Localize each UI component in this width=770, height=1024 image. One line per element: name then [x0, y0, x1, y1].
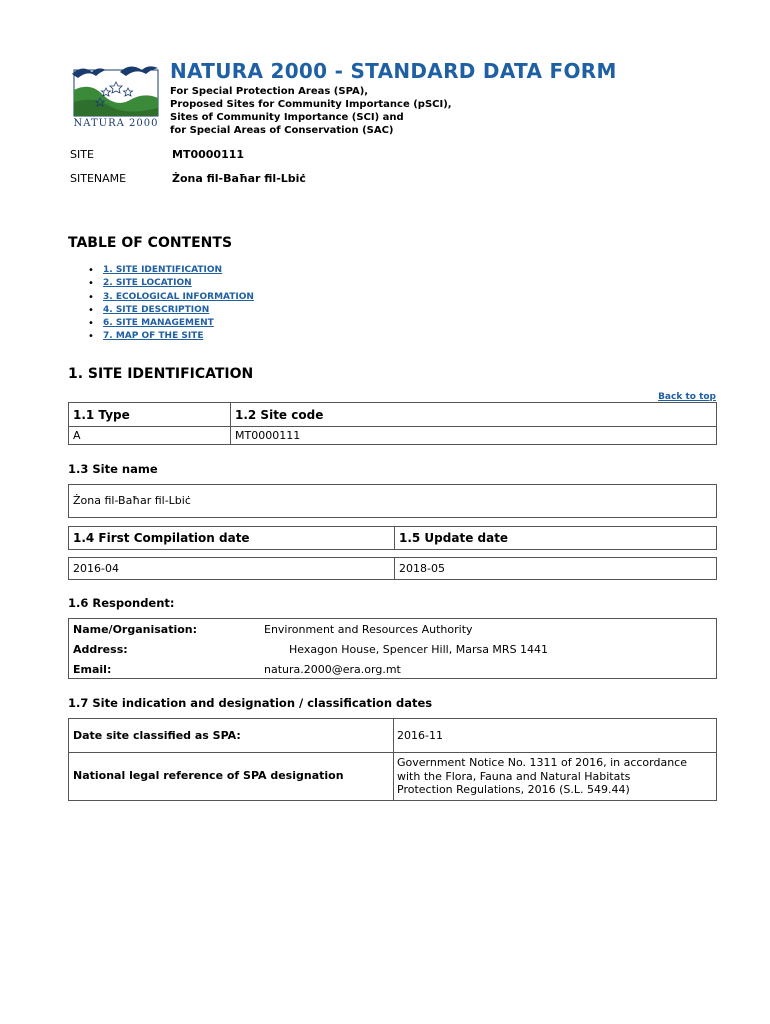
email-value: natura.2000@era.org.mt [264, 663, 401, 676]
org-value: Environment and Resources Authority [264, 623, 473, 636]
site-code-label: 1.2 Site code [235, 408, 324, 422]
toc-link-ecological-information[interactable]: 3. ECOLOGICAL INFORMATION [103, 291, 254, 302]
site-label: SITE [70, 148, 94, 161]
natura-2000-logo [70, 60, 162, 132]
spa-reference-label: National legal reference of SPA designation [73, 769, 344, 782]
spa-date-label: Date site classified as SPA: [73, 729, 241, 742]
toc-heading: TABLE OF CONTENTS [68, 235, 233, 251]
type-value: A [73, 429, 81, 442]
toc-link-map-of-site[interactable]: 7. MAP OF THE SITE [103, 331, 204, 342]
respondent-heading: 1.6 Respondent: [68, 596, 175, 610]
toc-list [88, 264, 254, 344]
spa-reference-line: Protection Regulations, 2016 (S.L. 549.44) [397, 783, 630, 796]
site-code-value: MT0000111 [172, 148, 245, 161]
toc-item [88, 264, 254, 277]
dates-value-row [68, 557, 717, 580]
subtitle-line: Proposed Sites for Community Importance (pSCI), [170, 99, 452, 110]
toc-item [88, 277, 254, 290]
dates-header-row [68, 526, 717, 550]
first-compilation-value: 2016-04 [73, 562, 119, 575]
type-label: 1.1 Type [73, 408, 130, 422]
site-name-box [68, 484, 717, 518]
toc-item [88, 291, 254, 304]
natura-logo-icon [70, 60, 162, 118]
sitename-label: SITENAME [70, 172, 127, 185]
toc-link-site-identification[interactable]: 1. SITE IDENTIFICATION [103, 265, 223, 275]
spa-date-value: 2016-11 [397, 729, 443, 742]
respondent-table [68, 618, 717, 679]
email-label: Email: [73, 663, 112, 676]
toc-link-site-description[interactable]: 4. SITE DESCRIPTION [103, 304, 210, 315]
site-name-value: Żona fil-Baħar fil-Lbiċ [73, 494, 191, 507]
address-value: Hexagon House, Spencer Hill, Marsa MRS 1441 [289, 643, 549, 656]
toc-item [88, 330, 254, 343]
spa-reference-line: Government Notice No. 1311 of 2016, in accordance [397, 756, 688, 769]
designation-table [68, 718, 717, 801]
toc-item [88, 304, 254, 317]
update-date-value: 2018-05 [399, 562, 445, 575]
toc-item [88, 317, 254, 330]
spa-reference-value [397, 756, 687, 797]
spa-reference-line: with the Flora, Fauna and Natural Habitats [397, 769, 631, 783]
toc-link-site-management[interactable]: 6. SITE MANAGEMENT [103, 318, 214, 329]
org-label: Name/Organisation: [73, 623, 198, 636]
sitename-value: Żona fil-Baħar fil-Lbiċ [172, 172, 306, 185]
subtitle-line: for Special Areas of Conservation (SAC) [170, 125, 394, 136]
type-code-table [68, 402, 717, 445]
form-subtitle [170, 85, 452, 137]
designation-heading: 1.7 Site indication and designation / classification dates [68, 696, 433, 710]
page-title: NATURA 2000 - STANDARD DATA FORM [170, 59, 617, 83]
address-label: Address: [73, 643, 128, 656]
toc-link-site-location[interactable]: 2. SITE LOCATION [103, 278, 192, 289]
back-to-top-link[interactable]: Back to top [658, 392, 716, 402]
subtitle-line: For Special Protection Areas (SPA), [170, 86, 369, 97]
logo-caption: NATURA 2000 [73, 118, 159, 129]
site-code-cell-value: MT0000111 [235, 429, 301, 442]
site-name-heading: 1.3 Site name [68, 462, 158, 476]
subtitle-line: Sites of Community Importance (SCI) and [170, 112, 404, 123]
first-compilation-label: 1.4 First Compilation date [73, 531, 250, 545]
section-heading-site-identification: 1. SITE IDENTIFICATION [68, 366, 254, 382]
update-date-label: 1.5 Update date [399, 531, 509, 545]
